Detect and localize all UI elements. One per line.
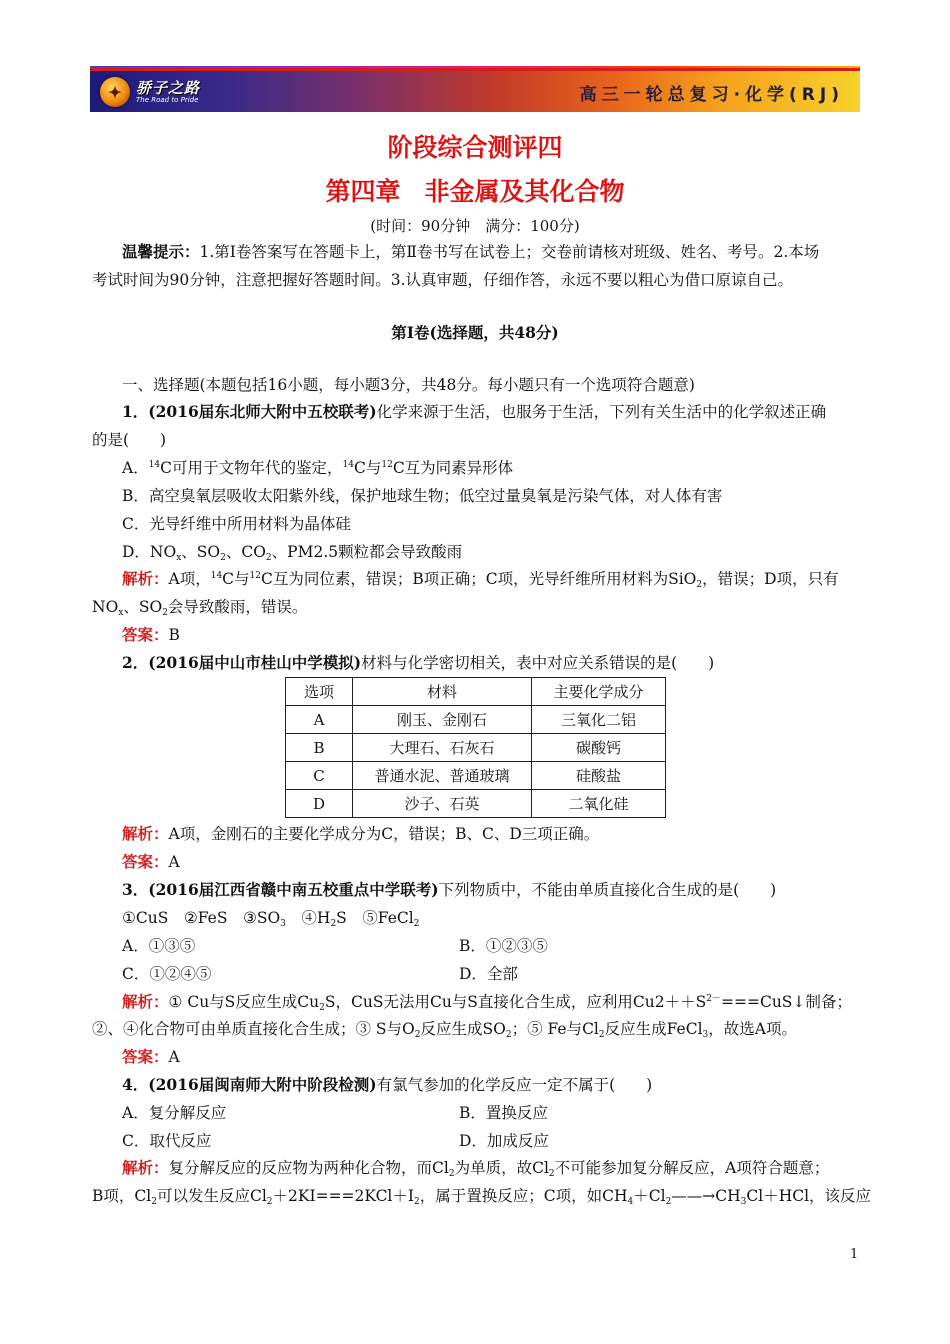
- table-cell: A: [286, 706, 353, 734]
- table-row: [286, 762, 666, 790]
- brand-logo: [100, 75, 200, 109]
- question-3-answer: 答案：A: [122, 1047, 180, 1066]
- question-4-analysis: 解析：复分解反应的反应物为两种化合物，而$Cl_2$为单质，故$Cl_2$不可能参加复分解反应，A项符合题意；: [122, 1158, 830, 1179]
- question-3-analysis-cont: ②、④化合物可由单质直接化合生成；③ S与$O_2$反应生成$SO_2$；⑤ Fe与$Cl_2$反应生成FeCl$_3$，故选A项。: [92, 1020, 797, 1040]
- question-2-analysis: 解析：A项，金刚石的主要化学成分为C，错误；B、C、D三项正确。: [122, 824, 600, 843]
- option-b: B．①②③⑤: [459, 937, 548, 955]
- table-row: [286, 706, 666, 734]
- table-cell: 碳酸钙: [532, 734, 666, 762]
- part-heading: 一、选择题(本题包括16小题，每小题3分，共48分。每小题只有一个选项符合题意): [122, 376, 695, 394]
- table-cell: D: [286, 790, 353, 818]
- option-a: A．复分解反应: [122, 1104, 227, 1122]
- table-cell: 三氧化二铝: [532, 706, 666, 734]
- page-number: 1: [850, 1247, 859, 1262]
- logo-emblem-icon: ✦: [100, 77, 130, 107]
- question-3-stem: 3．(2016届江西省赣中南五校重点中学联考)下列物质中，不能由单质直接化合生成的是( ): [122, 880, 777, 899]
- option-d: D．加成反应: [459, 1132, 549, 1150]
- table-header-cell: 选项: [286, 678, 353, 706]
- header-banner: [90, 68, 860, 112]
- table-cell: C: [286, 762, 353, 790]
- page-title: 阶段综合测评四: [387, 133, 563, 162]
- question-1-option-b: B．高空臭氧层吸收太阳紫外线，保护地球生物；低空过量臭氧是污染气体，对人体有害: [122, 487, 723, 505]
- table-cell: 刚玉、金刚石: [353, 706, 532, 734]
- question-4-options-cd: [122, 1130, 892, 1152]
- logo-tagline: The Road to Pride: [136, 95, 199, 104]
- chapter-name: 非金属及其化合物: [424, 177, 625, 206]
- table-cell: 二氧化硅: [532, 790, 666, 818]
- question-1-analysis: 解析：A项，$^{14}$C与$^{12}$C互为同位素，错误；B项正确；C项，光导纤维所用材料为SiO$_2$，错误；D项，只有: [122, 569, 839, 590]
- table-row: [286, 734, 666, 762]
- question-3-options-cd: [122, 963, 892, 985]
- option-b: B．置换反应: [459, 1104, 548, 1122]
- question-3-options-ab: [122, 935, 892, 957]
- section-heading: 第Ⅰ卷(选择题，共48分): [391, 323, 559, 342]
- chapter-title: [0, 172, 950, 208]
- table-header-cell: 主要化学成分: [532, 678, 666, 706]
- table-cell: 硅酸盐: [532, 762, 666, 790]
- question-3-items: ①CuS ②FeS $③SO_3$ $④H_2S$ ⑤FeCl$_2$: [122, 909, 420, 929]
- question-2-stem: 2．(2016届中山市桂山中学模拟)材料与化学密切相关，表中对应关系错误的是( ): [122, 653, 715, 672]
- table-header-row: [286, 678, 666, 706]
- time-info: (时间：90分钟 满分：100分): [370, 217, 580, 235]
- option-a: A．①③⑤: [122, 937, 196, 955]
- question-3-analysis: 解析：① Cu与S反应生成$Cu_2S$，CuS无法用Cu与S直接化合生成，应利用$Cu2++S^{2-}===CuS↓$制备；: [122, 992, 852, 1013]
- question-4-options-ab: [122, 1102, 892, 1124]
- chapter-number: 第四章: [325, 177, 401, 206]
- table-cell: 沙子、石英: [353, 790, 532, 818]
- question-1-stem-cont: 的是( ): [92, 431, 167, 449]
- option-c: C．取代反应: [122, 1132, 212, 1150]
- materials-table: [285, 677, 666, 818]
- question-1-analysis-cont: $NO_x$、$SO_2$会导致酸雨，错误。: [92, 598, 308, 618]
- question-4-analysis-cont: B项，$Cl_2$可以发生反应$Cl_2+2KI===2KCl+I_2$，属于置换反应；C项，如$CH_4+Cl_2——\to CH_3Cl+HCl$，该反应: [92, 1187, 872, 1207]
- logo-name: 骄子之路: [136, 78, 201, 97]
- question-1-option-c: C．光导纤维中所用材料为晶体硅: [122, 515, 351, 533]
- option-d: D．全部: [459, 965, 518, 983]
- tips-line-1: 温馨提示：1.第Ⅰ卷答案写在答题卡上，第Ⅱ卷书写在试卷上；交卷前请核对班级、姓名、考号。2.本场: [122, 242, 820, 261]
- table-cell: 大理石、石灰石: [353, 734, 532, 762]
- question-1-answer: 答案：B: [122, 625, 180, 644]
- tips-label: 温馨提示：: [122, 242, 200, 261]
- banner-title: 高三一轮总复习·化学(RJ): [579, 85, 844, 105]
- question-4-stem: 4．(2016届闽南师大附中阶段检测)有氯气参加的化学反应一定不属于( ): [122, 1075, 653, 1094]
- table-header-cell: 材料: [353, 678, 532, 706]
- tips-line-2: 考试时间为90分钟，注意把握好答题时间。3.认真审题，仔细作答，永远不要以粗心为借口原谅自己。: [92, 271, 794, 289]
- table-cell: 普通水泥、普通玻璃: [353, 762, 532, 790]
- question-1-option-d: D．$NO_x$、$SO_2$、$CO_2$、PM2.5颗粒都会导致酸雨: [122, 543, 463, 563]
- table-cell: B: [286, 734, 353, 762]
- question-1-option-a: A．$^{14}$C可用于文物年代的鉴定，$^{14}$C与$^{12}$C互为同素异形体: [122, 459, 514, 477]
- question-1-stem: 1．(2016届东北师大附中五校联考)化学来源于生活，也服务于生活，下列有关生活中的化学叙述正确: [122, 402, 827, 421]
- table-row: [286, 790, 666, 818]
- option-c: C．①②④⑤: [122, 965, 212, 983]
- question-2-answer: 答案：A: [122, 852, 180, 871]
